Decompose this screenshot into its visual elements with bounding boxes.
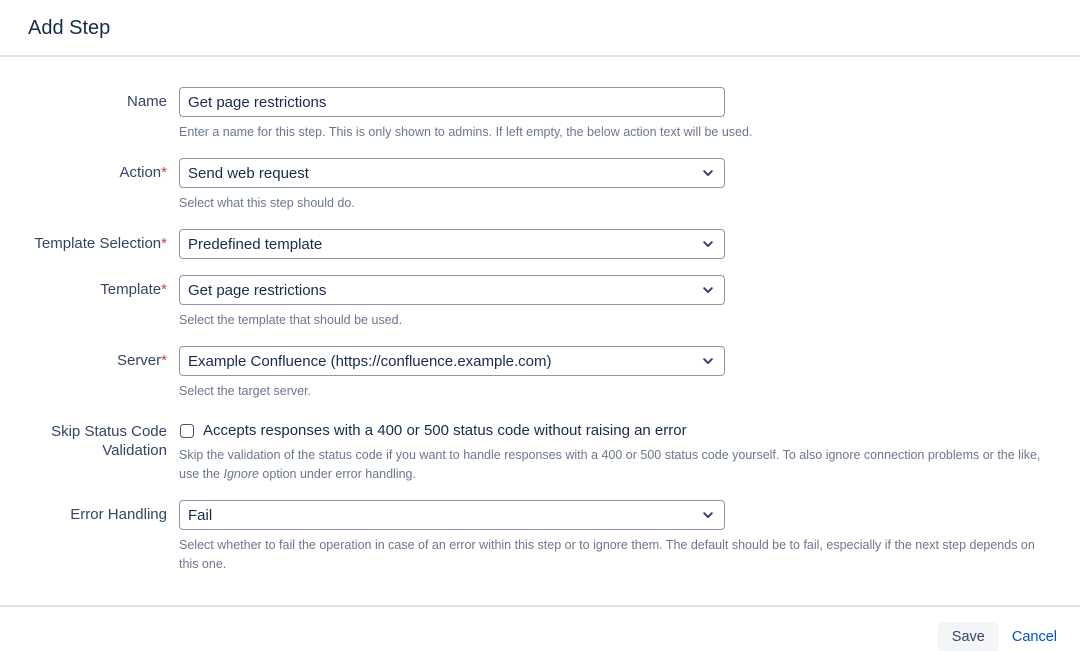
required-asterisk: * bbox=[161, 164, 167, 181]
skip-status-code-validation-checkbox[interactable] bbox=[180, 424, 194, 438]
name-input[interactable] bbox=[179, 87, 725, 117]
cancel-link[interactable]: Cancel bbox=[1011, 628, 1057, 645]
server-help-text: Select the target server. bbox=[179, 384, 312, 398]
save-button[interactable]: Save bbox=[938, 622, 999, 651]
required-asterisk: * bbox=[161, 352, 167, 369]
template-selection-label: Template Selection* bbox=[34, 235, 167, 252]
skip-status-code-validation-label: Skip Status Code Validation bbox=[51, 423, 167, 459]
error-handling-label: Error Handling bbox=[70, 506, 167, 523]
add-step-form bbox=[0, 57, 1080, 574]
required-asterisk: * bbox=[161, 281, 167, 298]
template-label: Template* bbox=[100, 281, 167, 298]
form-row-error-handling bbox=[0, 500, 1080, 574]
template-selection-select[interactable] bbox=[179, 229, 725, 259]
action-help-text: Select what this step should do. bbox=[179, 196, 355, 210]
skip-status-code-checkbox-label[interactable]: Accepts responses with a 400 or 500 status code without raising an error bbox=[203, 422, 687, 439]
server-select[interactable] bbox=[179, 346, 725, 376]
form-row-server bbox=[0, 346, 1080, 401]
form-row-name bbox=[0, 87, 1080, 142]
name-label: Name bbox=[126, 93, 167, 110]
skip-status-code-help-text: Skip the validation of the status code if you want to handle responses with a 400 or 500 status code yourself. To also ignore connection problems or the like, use the Ignore option under error handling. bbox=[179, 448, 1041, 481]
template-select[interactable] bbox=[179, 275, 725, 305]
required-asterisk: * bbox=[161, 235, 167, 252]
template-help-text: Select the template that should be used. bbox=[179, 313, 403, 327]
ignore-emphasis: Ignore bbox=[223, 467, 259, 481]
page-title: Add Step bbox=[28, 17, 111, 39]
form-row-template-selection bbox=[0, 229, 1080, 259]
dialog-header bbox=[0, 0, 1080, 57]
name-help-text: Enter a name for this step. This is only shown to admins. If left empty, the below action text will be used. bbox=[179, 125, 753, 139]
form-row-template bbox=[0, 275, 1080, 330]
server-label: Server* bbox=[116, 352, 167, 369]
action-label: Action* bbox=[119, 164, 167, 181]
action-select[interactable] bbox=[179, 158, 725, 188]
dialog-footer bbox=[0, 607, 1080, 651]
form-row-action bbox=[0, 158, 1080, 213]
error-handling-select[interactable] bbox=[179, 500, 725, 530]
error-handling-help-text: Select whether to fail the operation in case of an error within this step or to ignore them. The default should be to fail, especially if the next step depends on this one. bbox=[179, 538, 1035, 571]
form-row-skip-status-code-validation bbox=[0, 417, 1080, 484]
